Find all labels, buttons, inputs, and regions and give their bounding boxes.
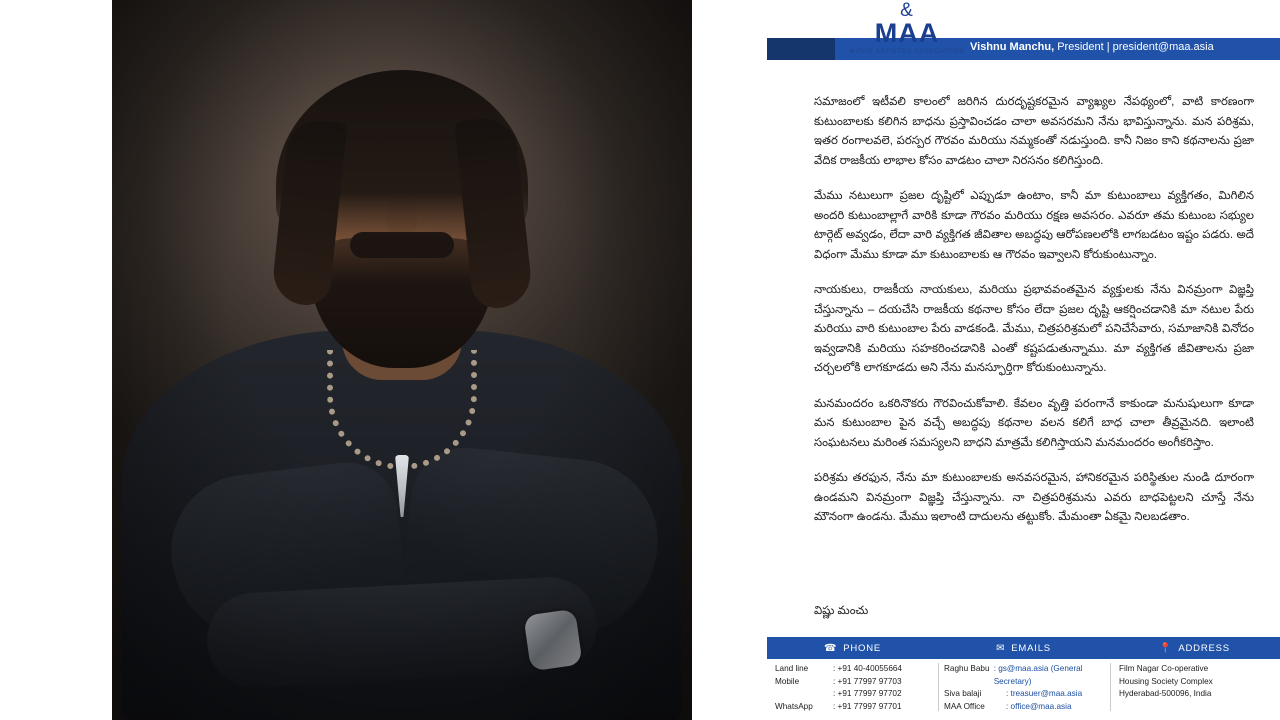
footer-email-row: [944, 701, 1097, 714]
header-dark-bar: [767, 38, 835, 60]
footer-tab-label: EMAILS: [1011, 642, 1051, 654]
footer-tab-bar: [767, 637, 1280, 659]
header-role: President |: [1057, 41, 1110, 53]
footer-email-label: Siva balaji: [944, 689, 982, 698]
footer-email-row: [944, 688, 1097, 701]
footer-email-label: MAA Office: [944, 701, 985, 711]
logo-ampersand-icon: &: [900, 0, 914, 21]
letter-body: [814, 92, 1254, 543]
footer-phone-value: : +91 77997 97703: [833, 676, 902, 686]
footer-phone-label: [775, 688, 833, 701]
header-email: president@maa.asia: [1112, 41, 1214, 53]
footer-address-line: Film Nagar Co-operative: [1119, 664, 1209, 673]
letter-pane: [692, 0, 1280, 720]
footer-tab-label: PHONE: [843, 642, 882, 654]
logo-subtitle: MOVIE ARTISTES ASSOCIATION: [849, 48, 965, 55]
letter-paragraph: మనమందరం ఒకరినొకరు గౌరవించుకోవాలి. కేవలం వృత్తి పరంగానే కాకుండా మనుషులుగా కూడా మన కుటుంబాల పైన వచ్చే అబద్ధపు కథనాల వలన కలిగే బాధ చాలా తీవ్రమైనది. ఇలాంటి సంఘటనలు మరింత సమస్యలని బాధని మాత్రమే కలిగిస్తాయని మనమందరం అంగీకరిస్తాం.: [814, 396, 1254, 449]
footer-tab-emails: [938, 637, 1109, 659]
letter-paragraph: సమాజంలో ఇటీవలి కాలంలో జరిగిన దురదృష్టకరమైన వ్యాఖ్యల నేపథ్యంలో, వాటి కారణంగా కుటుంబాలకు కలిగిన బాధను ప్రస్తావించడం చాలా అవసరమని నేను భావిస్తున్నాను. మన పరిశ్రమ, ఇతర రంగాలవలె, పరస్పర గౌరవం మరియు నమ్మకంతో నడుస్తుంది. కానీ నిజం కాని కథనాలను ప్రజా వేదిక రాజకీయ లాభాల కోసం వాడటం చాలా నిరసనం కలిగిస్తుంది.: [814, 95, 1254, 167]
footer-phone-column: [767, 663, 936, 713]
footer-email-value[interactable]: : gs@maa.asia (General Secretary): [993, 664, 1083, 686]
footer-phone-label: Mobile: [775, 676, 800, 686]
mail-icon: ✉: [996, 642, 1006, 654]
footer-phone-label: Land line: [775, 664, 809, 673]
signature-name: విష్ణు మంచు: [814, 605, 869, 617]
location-pin-icon: 📍: [1159, 642, 1173, 654]
footer-phone-value: : +91 77997 97701: [833, 701, 902, 711]
footer-address-column: [1105, 663, 1280, 713]
header-person-name: Vishnu Manchu,: [970, 41, 1055, 53]
footer-email-label: Raghu Babu: [944, 664, 990, 673]
footer-address-line: Housing Society Complex: [1119, 676, 1213, 686]
footer-phone-value: : +91 40-40055664: [833, 664, 902, 673]
letter-paragraph: పరిశ్రమ తరఫున, నేను మా కుటుంబాలకు అనవసరమైన, హానికరమైన పరిస్థితుల నుండి దూరంగా ఉండమని వినమ్రంగా విజ్ఞప్తి చేస్తున్నాను. నా చిత్రపరిశ్రమను ఎవరు బాధపెట్టలని చూస్తే నేను మౌనంగా ఉండను. మేము ఇలాంటి దాదులను తట్టుకోం. మేమంతా ఏకమై నిలబడతాం.: [814, 471, 1254, 523]
footer-phone-row: [775, 676, 928, 689]
maa-logo: [842, 2, 972, 55]
footer-tab-phone: [767, 637, 938, 659]
footer-phone-value: : +91 77997 97702: [833, 689, 902, 698]
footer-address-line: Hyderabad-500096, India: [1119, 689, 1212, 698]
wristwatch: [523, 609, 582, 672]
footer-emails-column: [936, 663, 1105, 713]
footer-email-value[interactable]: : treasuer@maa.asia: [1006, 689, 1083, 698]
footer-tab-address: [1109, 637, 1280, 659]
portrait-photo: [112, 0, 692, 720]
footer-email-value[interactable]: : office@maa.asia: [1006, 701, 1072, 711]
footer-tab-label: ADDRESS: [1178, 642, 1230, 654]
letter-sheet: [692, 0, 1280, 720]
phone-icon: ☎: [823, 642, 838, 654]
footer-email-row: [944, 663, 1097, 688]
letter-paragraph: మేము నటులుగా ప్రజల దృష్టిలో ఎప్పుడూ ఉంటాం, కానీ మా కుటుంబాలు వ్యక్తిగతం, మిగిలిన అందరి కుటుంబాల్లాగే వారికి కూడా గౌరవం మరియు రక్షణ అవసరం. ఎవరూ తమ కుటుంబ సభ్యుల టార్గెట్ అవ్వడం, లేదా వారి వ్యక్తిగత జీవితాల అబద్ధపు ఆరోపణలలోకి లాగబడటం ఇష్టం పడరు. అదే విధంగా మేము కూడా మా కుటుంబాలకు ఆ గౌరవం ఇవ్వాలని కోరుకుంటున్నాం.: [814, 189, 1254, 261]
photo-left-margin: [0, 0, 114, 720]
footer-phone-row: [775, 701, 928, 714]
footer-phone-label: WhatsApp: [775, 701, 813, 711]
footer-details: [767, 663, 1280, 713]
logo-name: MAA: [874, 18, 940, 48]
letter-paragraph: నాయకులు, రాజకీయ నాయకులు, మరియు ప్రభావవంతమైన వ్యక్తులకు నేను వినమ్రంగా విజ్ఞప్తి చేస్తున్నాను – దయచేసి రాజకీయ కథనాల కోసం లేదా ప్రజల దృష్టి ఆకర్షించడానికి మా నటుల పేరు మరియు వారి కుటుంబాల పేరు వాడకండి. మేము, చిత్రపరిశ్రమలో పనిచేసేవారు, సమాజానికి వినోదం ఇవ్వడానికి మరియు సహకరించడానికి ఎంతో కష్టపడుతున్నాము. మా వ్యక్తిగత జీవితాలను ప్రజా చర్చలలోకి లాగకూడదు అని నేను మనస్ఫూర్తిగా కోరుకుంటున్నాను.: [814, 283, 1254, 374]
letter-header: [692, 0, 1280, 78]
footer-phone-row: [775, 688, 928, 701]
header-contact-line: [970, 41, 1214, 53]
footer-phone-row: [775, 663, 928, 676]
